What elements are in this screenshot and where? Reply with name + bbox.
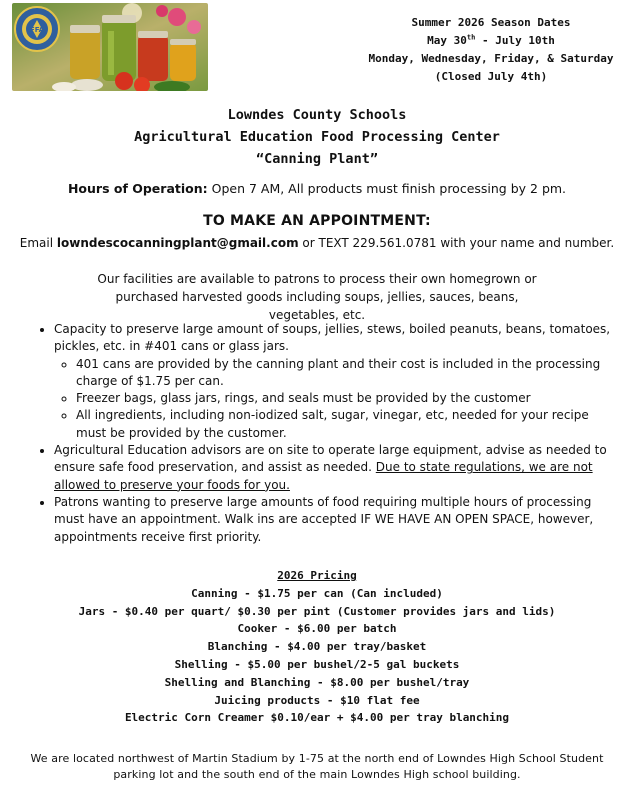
season-start-suffix: th	[466, 33, 476, 42]
appointment-heading: TO MAKE AN APPOINTMENT:	[203, 213, 431, 229]
title-line-1: Lowndes County Schools	[227, 107, 407, 123]
pricing-item: Blanching - $4.00 per tray/basket	[207, 640, 427, 654]
sub-bullet-list	[54, 356, 611, 442]
hours-label: Hours of Operation:	[67, 181, 208, 196]
pricing-item: Shelling and Blanching - $8.00 per bushel/tray	[164, 675, 470, 689]
pricing-item: Jars - $0.40 per quart/ $0.30 per pint (Customer provides jars and lids)	[78, 604, 556, 618]
bullet-advisors-text: Agricultural Education advisors are on site to operate large equipment, advise as needed to ensure safe food preservation, and assist as needed.	[54, 443, 607, 475]
location-note: We are located northwest of Martin Stadium by 1-75 at the north end of Lowndes High School Student parking lot and the south end of the main Lowndes High school building.	[30, 752, 604, 781]
hours-text: Open 7 AM, All products must finish processing by 2 pm.	[207, 181, 567, 196]
season-end: - July 10th	[475, 34, 555, 47]
document-titles	[0, 104, 634, 170]
bullet-capacity-text: Capacity to preserve large amount of soups, jellies, stews, boiled peanuts, beans, tomatoes, pickles, etc. in #401 cans or glass jars.	[54, 322, 611, 354]
pricing-item: Shelling - $5.00 per bushel/2-5 gal buckets	[174, 657, 460, 671]
facilities-description: Our facilities are available to patrons to process their own homegrown or purchased harvested goods including soups, jellies, sauces, beans, vegetables, etc.	[97, 272, 537, 322]
season-range	[356, 32, 626, 50]
info-bullets	[36, 321, 611, 546]
season-title: Summer 2026 Season Dates	[411, 16, 571, 29]
pricing-item: Canning - $1.75 per can (Can included)	[191, 586, 443, 600]
appointment-contact	[0, 236, 634, 250]
bullet-capacity	[54, 321, 611, 442]
hours-of-operation	[0, 181, 634, 196]
contact-suffix: or TEXT 229.561.0781 with your name and number.	[298, 236, 615, 250]
bullet-advisors-regulation: Due to state regulations, we are not allowed to preserve your foods for you.	[54, 460, 593, 492]
pricing-heading: 2026 Pricing	[277, 569, 357, 582]
title-line-2: Agricultural Education Food Processing Center	[134, 129, 500, 145]
sub-bullet-ingredients: ◦ All ingredients, including non-iodized salt, sugar, vinegar, etc, needed for your recipe must be provided by the customer.	[76, 407, 611, 442]
pricing-item: Juicing products - $10 flat fee	[214, 693, 420, 707]
email-address[interactable]: lowndescocanningplant@gmail.com	[56, 236, 299, 250]
pricing-item: Cooker - $6.00 per batch	[237, 622, 397, 636]
bullet-appointments: • Patrons wanting to preserve large amounts of food requiring multiple hours of processing must have an appointment. Walk ins are accepted IF WE HAVE AN OPEN SPACE, however, appointments receive first priority.	[54, 494, 611, 546]
header-photo	[12, 3, 208, 91]
pricing-item: Electric Corn Creamer $0.10/ear + $4.00 per tray blanching	[124, 711, 510, 725]
sub-bullet-freezer: ◦ Freezer bags, glass jars, rings, and seals must be provided by the customer	[76, 390, 611, 407]
season-start: May 30	[427, 34, 467, 47]
ffa-logo-text: FFA	[29, 26, 45, 34]
sub-bullet-cans: ◦ 401 cans are provided by the canning plant and their cost is included in the processing charge of $1.75 per can.	[76, 356, 611, 391]
email-prefix: Email	[19, 236, 57, 250]
bullet-list	[36, 321, 611, 546]
ffa-emblem-icon	[15, 7, 59, 51]
pricing-section	[0, 567, 634, 727]
season-days: Monday, Wednesday, Friday, & Saturday	[368, 52, 614, 65]
season-closed: (Closed July 4th)	[434, 70, 548, 83]
bullet-advisors	[54, 442, 611, 494]
title-line-3: “Canning Plant”	[256, 151, 378, 167]
season-dates	[356, 14, 626, 86]
